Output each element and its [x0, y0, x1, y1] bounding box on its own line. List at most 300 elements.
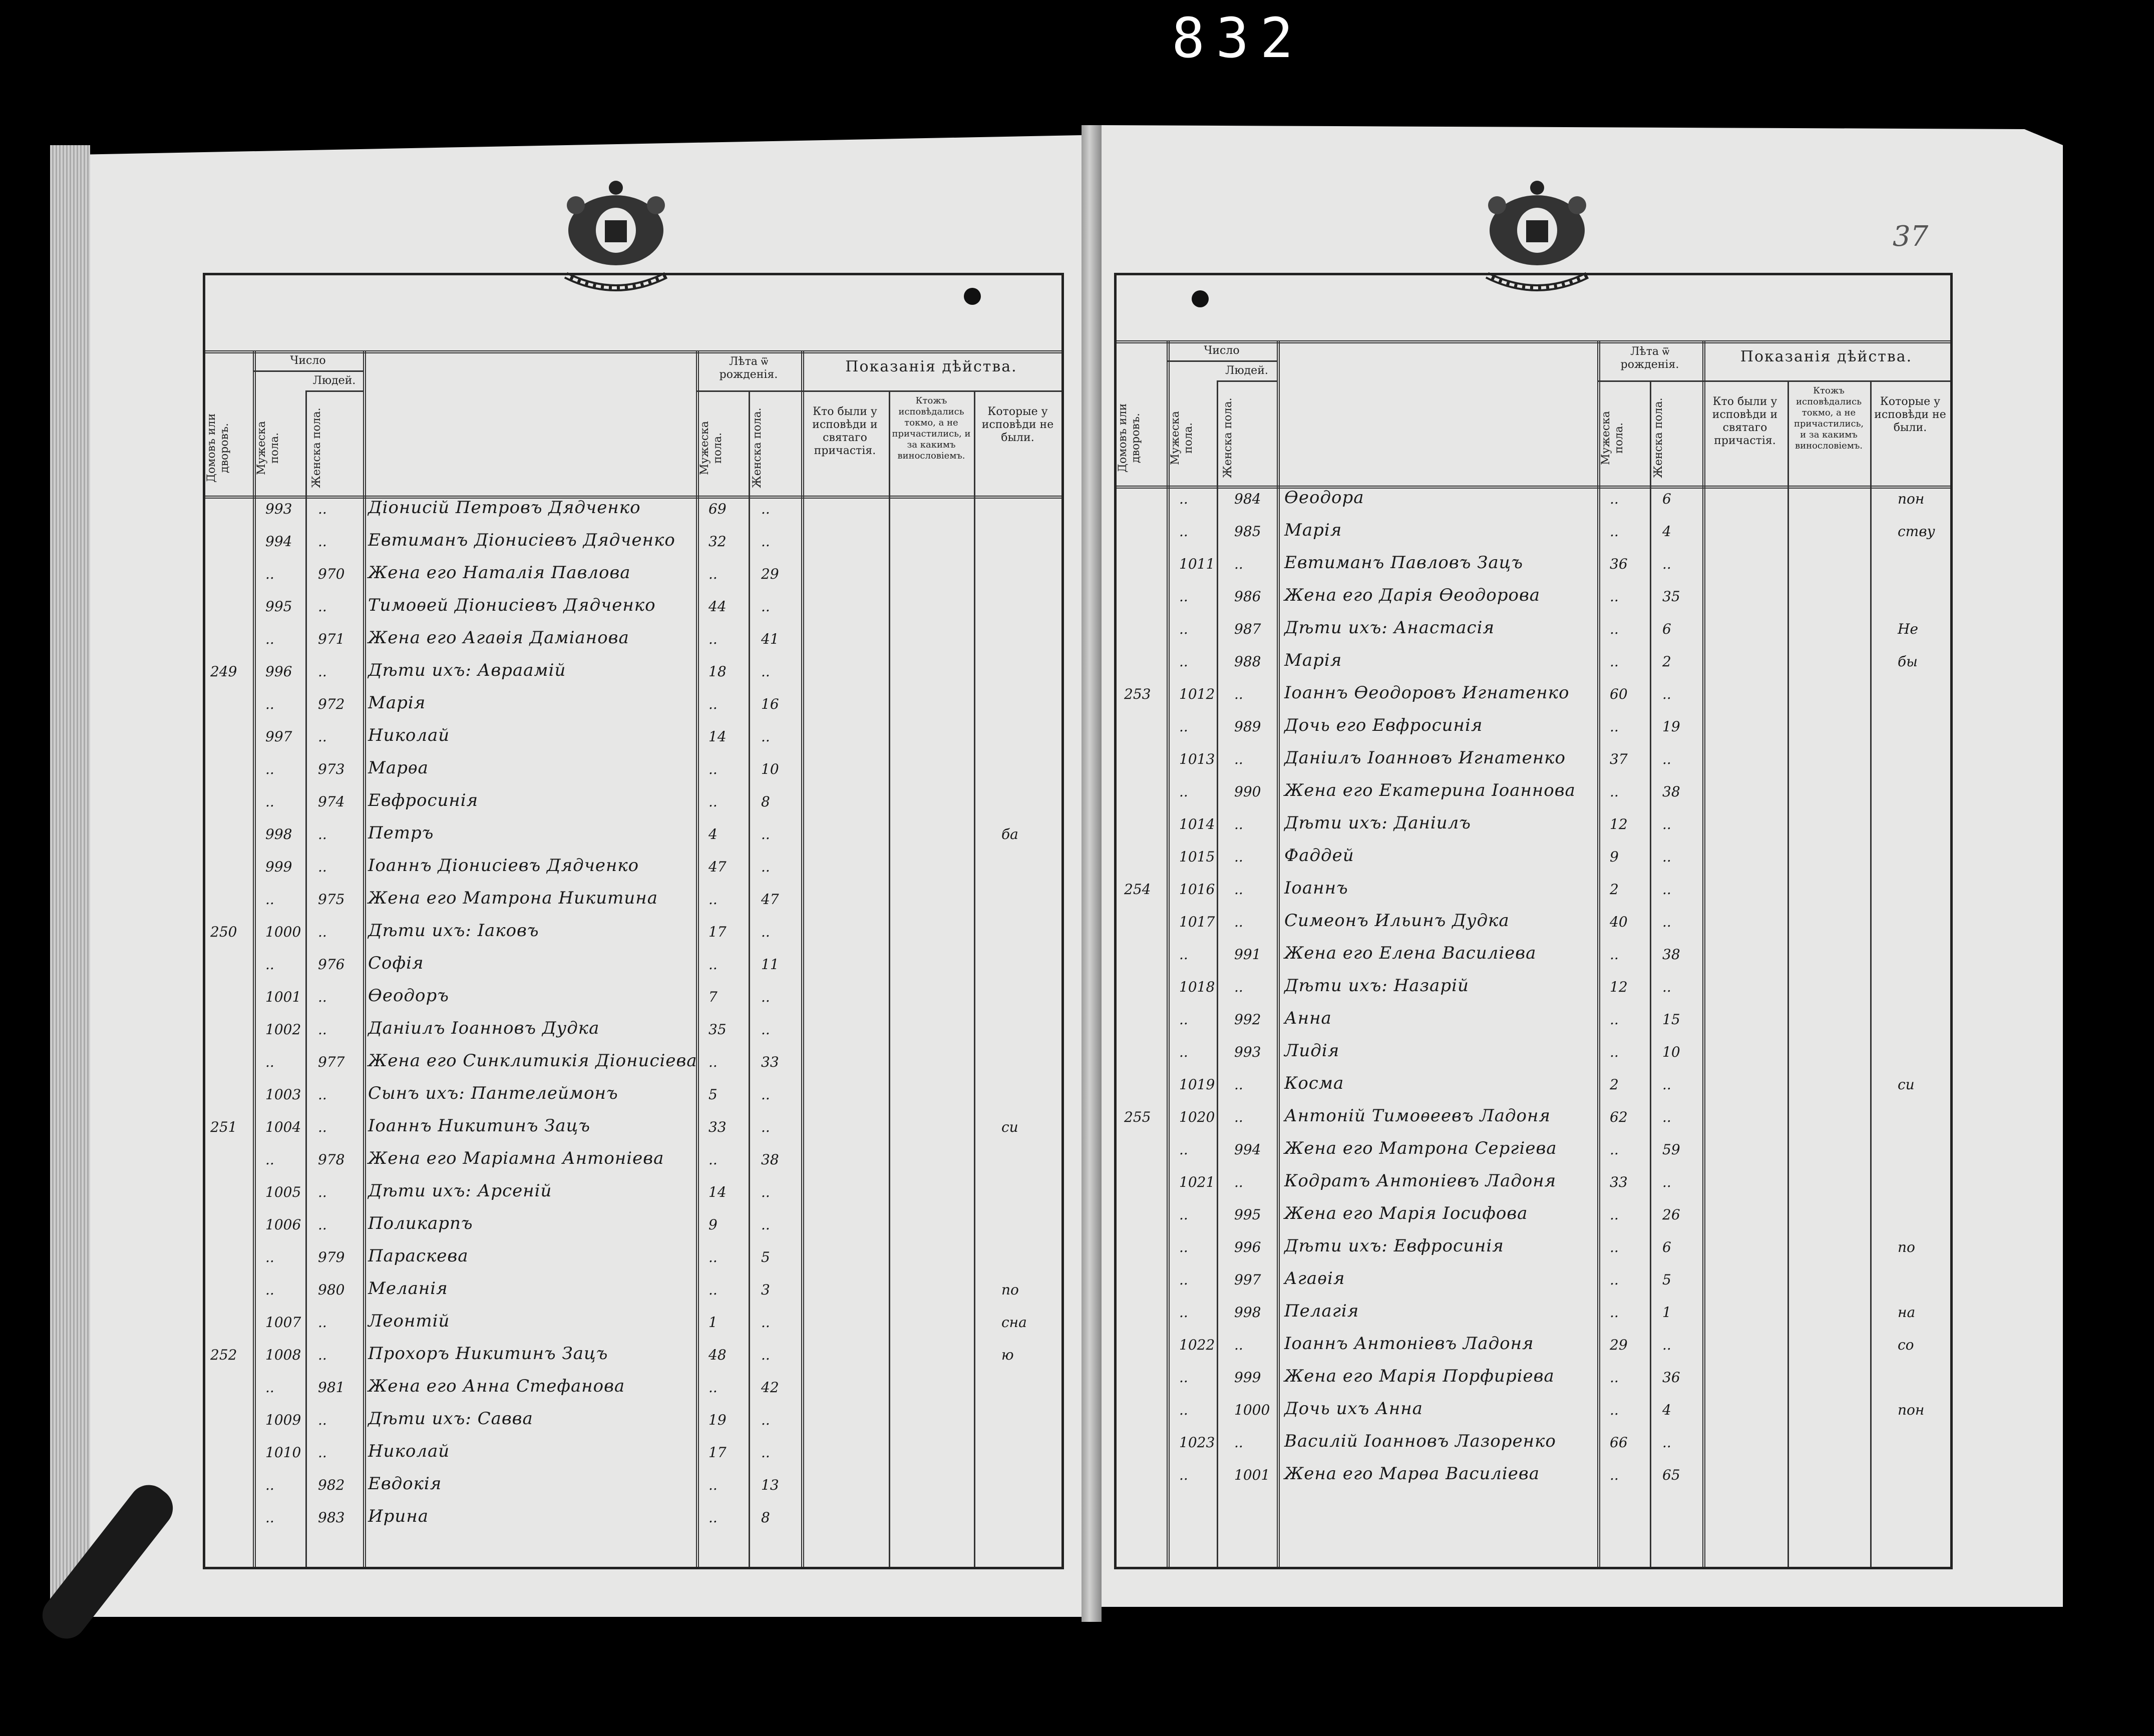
male-age: ..: [708, 696, 717, 712]
header-confessed-only: Ктожъ исповѣдались токмо, а не причастились, и за какимъ винословіемъ.: [892, 395, 971, 461]
person-name: Даніилъ Іоанновъ Дудка: [368, 1018, 600, 1038]
header-female-age: Женска пола.: [1652, 397, 1665, 479]
male-count: ..: [1179, 653, 1188, 670]
male-age: ..: [708, 631, 717, 647]
male-age: ..: [1610, 1044, 1619, 1060]
female-age: 42: [761, 1379, 779, 1396]
female-count: 977: [318, 1054, 345, 1070]
female-age: 38: [1662, 783, 1680, 800]
female-age: 26: [1662, 1206, 1680, 1223]
female-count: 980: [318, 1281, 345, 1298]
male-age: ..: [1610, 1467, 1619, 1483]
person-name: Евдокія: [368, 1474, 442, 1494]
person-name: Леонтій: [368, 1311, 450, 1331]
person-name: Поликарпъ: [368, 1213, 473, 1233]
female-count: 995: [1234, 1206, 1261, 1223]
male-age: 4: [708, 826, 717, 842]
male-count: ..: [1179, 1206, 1188, 1223]
male-age: ..: [708, 891, 717, 908]
female-age: 13: [761, 1477, 779, 1493]
female-age: 8: [761, 1509, 770, 1526]
male-age: ..: [1610, 946, 1619, 963]
person-name: Жена его Марія Іосифова: [1284, 1203, 1528, 1223]
person-name: Петръ: [368, 823, 434, 843]
male-age: 37: [1610, 751, 1628, 767]
male-age: 9: [1610, 848, 1619, 865]
female-count: 978: [318, 1151, 345, 1168]
person-name: Дочь его Евфросинія: [1284, 715, 1483, 735]
female-count: 991: [1234, 946, 1261, 963]
female-age: ..: [1662, 1109, 1671, 1125]
person-name: Параскева: [368, 1246, 469, 1266]
male-age: 18: [708, 663, 727, 680]
person-name: Симеонъ Ильинъ Дудка: [1284, 911, 1510, 931]
male-count: 1003: [265, 1086, 301, 1103]
female-count: 1000: [1234, 1402, 1270, 1418]
female-count: 987: [1234, 621, 1261, 637]
header-people: Людей.: [1225, 364, 1268, 377]
male-count: ..: [1179, 491, 1188, 507]
person-name: Жена его Елена Василіева: [1284, 943, 1537, 963]
person-name: Іоаннъ Ѳеодоровъ Игнатенко: [1284, 683, 1570, 703]
person-name: Евфросинія: [368, 790, 479, 810]
person-name: Марія: [368, 693, 426, 713]
female-count: ..: [318, 858, 327, 875]
female-count: ..: [1234, 848, 1243, 865]
male-count: ..: [265, 1281, 274, 1298]
person-name: Дѣти ихъ: Назарій: [1284, 976, 1469, 996]
female-count: ..: [1234, 914, 1243, 930]
female-age: ..: [1662, 881, 1671, 898]
male-age: 12: [1610, 816, 1628, 832]
male-age: ..: [708, 956, 717, 973]
male-age: ..: [1610, 523, 1619, 540]
person-name: Агаѳія: [1284, 1268, 1345, 1288]
person-name: Даніилъ Іоанновъ Игнатенко: [1284, 748, 1566, 768]
margin-note: пон: [1898, 1402, 1925, 1418]
female-count: ..: [1234, 1434, 1243, 1451]
person-name: Жена его Матрона Никитина: [368, 888, 658, 908]
male-age: ..: [708, 1151, 717, 1168]
person-name: Жена его Наталія Павлова: [368, 563, 631, 583]
male-count: 994: [265, 533, 292, 550]
female-count: ..: [318, 1216, 327, 1233]
female-count: 983: [318, 1509, 345, 1526]
female-age: 35: [1662, 588, 1680, 605]
female-age: 2: [1662, 653, 1671, 670]
female-count: 975: [318, 891, 345, 908]
margin-note: пон: [1898, 491, 1925, 507]
header-number: Число: [1204, 344, 1240, 357]
person-name: Софія: [368, 953, 424, 973]
male-age: ..: [1610, 1402, 1619, 1418]
person-name: Марія: [1284, 520, 1342, 540]
female-count: ..: [1234, 881, 1243, 898]
male-age: ..: [708, 761, 717, 777]
male-count: 1016: [1179, 881, 1215, 898]
left-register-table: [203, 273, 1064, 1569]
margin-note: по: [1898, 1239, 1915, 1255]
female-age: ..: [1662, 848, 1671, 865]
person-name: Дѣти ихъ: Даніилъ: [1284, 813, 1471, 833]
female-age: 10: [761, 761, 779, 777]
female-count: ..: [318, 1184, 327, 1200]
male-count: ..: [1179, 588, 1188, 605]
male-count: 1011: [1179, 556, 1215, 572]
male-age: 14: [708, 1184, 727, 1200]
male-count: 1000: [265, 924, 301, 940]
male-age: ..: [1610, 1141, 1619, 1158]
female-count: 973: [318, 761, 345, 777]
female-age: ..: [761, 1086, 770, 1103]
male-age: ..: [1610, 1271, 1619, 1288]
house-number: 249: [210, 663, 237, 680]
male-count: 993: [265, 501, 292, 517]
person-name: Евтиманъ Діонисіевъ Дядченко: [368, 530, 675, 550]
person-name: Жена его Агаѳія Даміанова: [368, 628, 629, 648]
male-age: 29: [1610, 1337, 1628, 1353]
male-count: ..: [265, 956, 274, 973]
male-age: ..: [1610, 653, 1619, 670]
male-age: 47: [708, 858, 727, 875]
female-age: 6: [1662, 1239, 1671, 1255]
male-count: ..: [265, 1477, 274, 1493]
male-count: 1004: [265, 1119, 301, 1135]
female-age: ..: [1662, 1337, 1671, 1353]
female-count: 970: [318, 566, 345, 582]
male-count: 1001: [265, 989, 301, 1005]
male-count: 1018: [1179, 979, 1215, 995]
person-name: Марѳа: [368, 758, 429, 778]
male-count: 996: [265, 663, 292, 680]
house-number: 253: [1124, 686, 1151, 702]
person-name: Ѳеодоръ: [368, 986, 449, 1006]
folio-number: 37: [1893, 220, 1929, 253]
female-age: 5: [1662, 1271, 1671, 1288]
female-age: ..: [1662, 686, 1671, 702]
female-age: 59: [1662, 1141, 1680, 1158]
female-count: 979: [318, 1249, 345, 1265]
male-age: ..: [708, 1477, 717, 1493]
margin-note: бы: [1898, 653, 1918, 670]
male-count: ..: [1179, 1271, 1188, 1288]
margin-note: ству: [1898, 523, 1935, 540]
female-age: 47: [761, 891, 779, 908]
male-count: ..: [265, 793, 274, 810]
female-age: ..: [761, 989, 770, 1005]
female-count: 999: [1234, 1369, 1261, 1386]
male-count: 998: [265, 826, 292, 842]
female-age: 16: [761, 696, 779, 712]
margin-note: со: [1898, 1337, 1914, 1353]
male-age: 36: [1610, 556, 1628, 572]
person-name: Дѣти ихъ: Іаковъ: [368, 921, 539, 941]
header-confessed-only: Ктожъ исповѣдались токмо, а не причастились, и за какимъ винословіемъ.: [1793, 385, 1864, 451]
person-name: Дочь ихъ Анна: [1284, 1399, 1423, 1419]
male-count: 1005: [265, 1184, 301, 1200]
female-count: ..: [318, 989, 327, 1005]
female-age: ..: [761, 1347, 770, 1363]
person-name: Іоаннъ Діонисіевъ Дядченко: [368, 855, 639, 876]
person-name: Жена его Екатерина Іоаннова: [1284, 780, 1576, 800]
margin-note: ю: [1001, 1347, 1014, 1363]
female-count: 989: [1234, 718, 1261, 735]
male-age: ..: [1610, 718, 1619, 735]
female-age: ..: [761, 1184, 770, 1200]
male-age: 44: [708, 598, 727, 615]
female-age: 3: [761, 1281, 770, 1298]
female-age: 10: [1662, 1044, 1680, 1060]
female-count: 996: [1234, 1239, 1261, 1255]
female-age: ..: [1662, 556, 1671, 572]
male-age: 40: [1610, 914, 1628, 930]
female-age: 6: [1662, 491, 1671, 507]
house-number: 252: [210, 1347, 237, 1363]
male-age: 19: [708, 1412, 727, 1428]
male-count: ..: [1179, 1141, 1188, 1158]
male-count: 1021: [1179, 1174, 1215, 1190]
male-age: ..: [708, 1509, 717, 1526]
header-people: Людей.: [312, 374, 356, 387]
male-count: ..: [1179, 1369, 1188, 1386]
female-count: 993: [1234, 1044, 1261, 1060]
person-name: Пелагія: [1284, 1301, 1359, 1321]
person-name: Анна: [1284, 1008, 1332, 1028]
male-age: 62: [1610, 1109, 1628, 1125]
male-age: ..: [1610, 1304, 1619, 1321]
male-age: 33: [708, 1119, 727, 1135]
male-count: ..: [265, 1249, 274, 1265]
header-houses: Домовъ или дворовъ.: [1117, 403, 1142, 473]
female-count: 997: [1234, 1271, 1261, 1288]
female-count: 994: [1234, 1141, 1261, 1158]
person-name: Іоаннъ Антоніевъ Ладоня: [1284, 1334, 1534, 1354]
margin-note: си: [1898, 1076, 1915, 1093]
header-male: Мужеска пола.: [1169, 411, 1195, 465]
male-count: ..: [1179, 1467, 1188, 1483]
header-years: Лѣта ѿ рожденія.: [719, 355, 778, 381]
male-age: ..: [1610, 491, 1619, 507]
female-age: ..: [761, 826, 770, 842]
female-count: ..: [318, 663, 327, 680]
header-number: Число: [290, 354, 326, 367]
person-name: Діонисій Петровъ Дядченко: [368, 498, 641, 518]
header-years: Лѣта ѿ рожденія.: [1620, 345, 1679, 371]
header-confessed: Кто были у исповѣди и святаго причастія.: [812, 405, 878, 457]
female-age: 8: [761, 793, 770, 810]
male-count: ..: [265, 1054, 274, 1070]
female-count: ..: [318, 1412, 327, 1428]
male-count: 1009: [265, 1412, 301, 1428]
person-name: Дѣти ихъ: Арсеній: [368, 1181, 552, 1201]
header-houses: Домовъ или дворовъ.: [205, 413, 231, 483]
female-age: 36: [1662, 1369, 1680, 1386]
person-name: Ѳеодора: [1284, 488, 1364, 508]
person-name: Сынъ ихъ: Пантелеймонъ: [368, 1083, 618, 1103]
male-age: ..: [1610, 1369, 1619, 1386]
male-count: ..: [265, 696, 274, 712]
house-number: 254: [1124, 881, 1151, 898]
male-age: ..: [1610, 1239, 1619, 1255]
female-age: ..: [1662, 979, 1671, 995]
male-count: 1013: [1179, 751, 1215, 767]
female-age: 19: [1662, 718, 1680, 735]
female-age: 11: [761, 956, 779, 973]
male-count: 1015: [1179, 848, 1215, 865]
male-age: ..: [1610, 1206, 1619, 1223]
margin-note: по: [1001, 1281, 1019, 1298]
male-age: 7: [708, 989, 717, 1005]
male-count: 1023: [1179, 1434, 1215, 1451]
female-age: ..: [761, 598, 770, 615]
female-age: 15: [1662, 1011, 1680, 1028]
female-age: ..: [761, 1444, 770, 1461]
header-male-age: Мужеска пола.: [698, 421, 724, 475]
female-age: ..: [761, 1216, 770, 1233]
female-count: 986: [1234, 588, 1261, 605]
house-number: 255: [1124, 1109, 1151, 1125]
header-male: Мужеска пола.: [255, 421, 281, 475]
female-count: 990: [1234, 783, 1261, 800]
female-age: ..: [1662, 1434, 1671, 1451]
male-count: 1019: [1179, 1076, 1215, 1093]
book-gutter: [1082, 125, 1102, 1622]
male-age: 5: [708, 1086, 717, 1103]
female-age: 1: [1662, 1304, 1671, 1321]
person-name: Фаддей: [1284, 845, 1354, 865]
male-age: ..: [1610, 588, 1619, 605]
male-count: 1008: [265, 1347, 301, 1363]
header-male-age: Мужеска пола.: [1600, 411, 1625, 465]
female-count: 985: [1234, 523, 1261, 540]
female-count: ..: [318, 1086, 327, 1103]
female-age: 5: [761, 1249, 770, 1265]
female-age: ..: [1662, 816, 1671, 832]
header-actions: Показанія дѣйства.: [1740, 348, 1913, 365]
female-age: ..: [1662, 751, 1671, 767]
male-age: 69: [708, 501, 727, 517]
female-count: 974: [318, 793, 345, 810]
female-age: 6: [1662, 621, 1671, 637]
male-count: 1007: [265, 1314, 301, 1331]
female-age: ..: [1662, 1076, 1671, 1093]
male-count: 1017: [1179, 914, 1215, 930]
person-name: Дѣти ихъ: Анастасія: [1284, 618, 1495, 638]
female-count: ..: [318, 501, 327, 517]
female-count: 988: [1234, 653, 1261, 670]
female-age: 4: [1662, 1402, 1671, 1418]
person-name: Жена его Матрона Сергіева: [1284, 1138, 1557, 1158]
male-count: ..: [265, 1509, 274, 1526]
person-name: Жена его Маріамна Антоніева: [368, 1148, 664, 1168]
male-age: ..: [708, 793, 717, 810]
person-name: Василій Іоанновъ Лазоренко: [1284, 1431, 1556, 1451]
female-age: ..: [1662, 1174, 1671, 1190]
male-age: 17: [708, 924, 727, 940]
male-count: ..: [1179, 783, 1188, 800]
male-age: 35: [708, 1021, 727, 1038]
male-age: 9: [708, 1216, 717, 1233]
male-count: ..: [1179, 1239, 1188, 1255]
female-count: 984: [1234, 491, 1261, 507]
male-age: 66: [1610, 1434, 1628, 1451]
right-register-table: [1114, 273, 1953, 1569]
person-name: Іоаннъ: [1284, 878, 1348, 898]
margin-note: си: [1001, 1119, 1018, 1135]
person-name: Кодратъ Антоніевъ Ладоня: [1284, 1171, 1557, 1191]
male-age: ..: [708, 1054, 717, 1070]
person-name: Дѣти ихъ: Авраамій: [368, 660, 566, 680]
male-count: 1020: [1179, 1109, 1215, 1125]
female-age: ..: [761, 663, 770, 680]
person-name: Косма: [1284, 1073, 1344, 1093]
male-count: 995: [265, 598, 292, 615]
female-count: ..: [1234, 1337, 1243, 1353]
person-name: Дѣти ихъ: Савва: [368, 1409, 533, 1429]
male-count: 1006: [265, 1216, 301, 1233]
female-count: ..: [1234, 979, 1243, 995]
male-count: ..: [265, 631, 274, 647]
person-name: Жена его Дарія Ѳеодорова: [1284, 585, 1541, 605]
male-count: 997: [265, 728, 292, 745]
female-age: ..: [761, 858, 770, 875]
male-count: ..: [1179, 523, 1188, 540]
person-name: Жена его Марія Порфиріева: [1284, 1366, 1555, 1386]
person-name: Николай: [368, 725, 450, 745]
male-count: 1022: [1179, 1337, 1215, 1353]
male-count: ..: [1179, 621, 1188, 637]
header-actions: Показанія дѣйства.: [845, 358, 1017, 375]
male-age: ..: [1610, 1011, 1619, 1028]
male-count: 1002: [265, 1021, 301, 1038]
female-count: ..: [1234, 1109, 1243, 1125]
female-count: ..: [1234, 686, 1243, 702]
female-age: 41: [761, 631, 779, 647]
margin-note: Не: [1898, 621, 1918, 637]
male-age: 2: [1610, 881, 1619, 898]
male-age: 48: [708, 1347, 727, 1363]
female-age: ..: [761, 1021, 770, 1038]
female-age: 4: [1662, 523, 1671, 540]
male-age: 60: [1610, 686, 1628, 702]
female-age: 65: [1662, 1467, 1680, 1483]
male-count: ..: [1179, 1402, 1188, 1418]
female-age: ..: [761, 1314, 770, 1331]
female-age: 38: [761, 1151, 779, 1168]
female-count: 982: [318, 1477, 345, 1493]
margin-note: ба: [1001, 826, 1018, 842]
male-age: 17: [708, 1444, 727, 1461]
page-edges: [50, 145, 90, 1612]
person-name: Жена его Марѳа Василіева: [1284, 1464, 1540, 1484]
female-count: 998: [1234, 1304, 1261, 1321]
person-name: Жена его Анна Стефанова: [368, 1376, 625, 1396]
header-female: Женска пола.: [1222, 397, 1234, 479]
male-count: ..: [1179, 1044, 1188, 1060]
male-age: 14: [708, 728, 727, 745]
male-count: 1012: [1179, 686, 1215, 702]
female-count: 971: [318, 631, 345, 647]
male-count: ..: [1179, 946, 1188, 963]
male-age: ..: [1610, 621, 1619, 637]
margin-note: на: [1898, 1304, 1916, 1321]
male-count: 999: [265, 858, 292, 875]
female-count: 981: [318, 1379, 345, 1396]
male-count: ..: [265, 891, 274, 908]
male-age: 2: [1610, 1076, 1619, 1093]
male-age: ..: [1610, 783, 1619, 800]
female-age: ..: [761, 1119, 770, 1135]
